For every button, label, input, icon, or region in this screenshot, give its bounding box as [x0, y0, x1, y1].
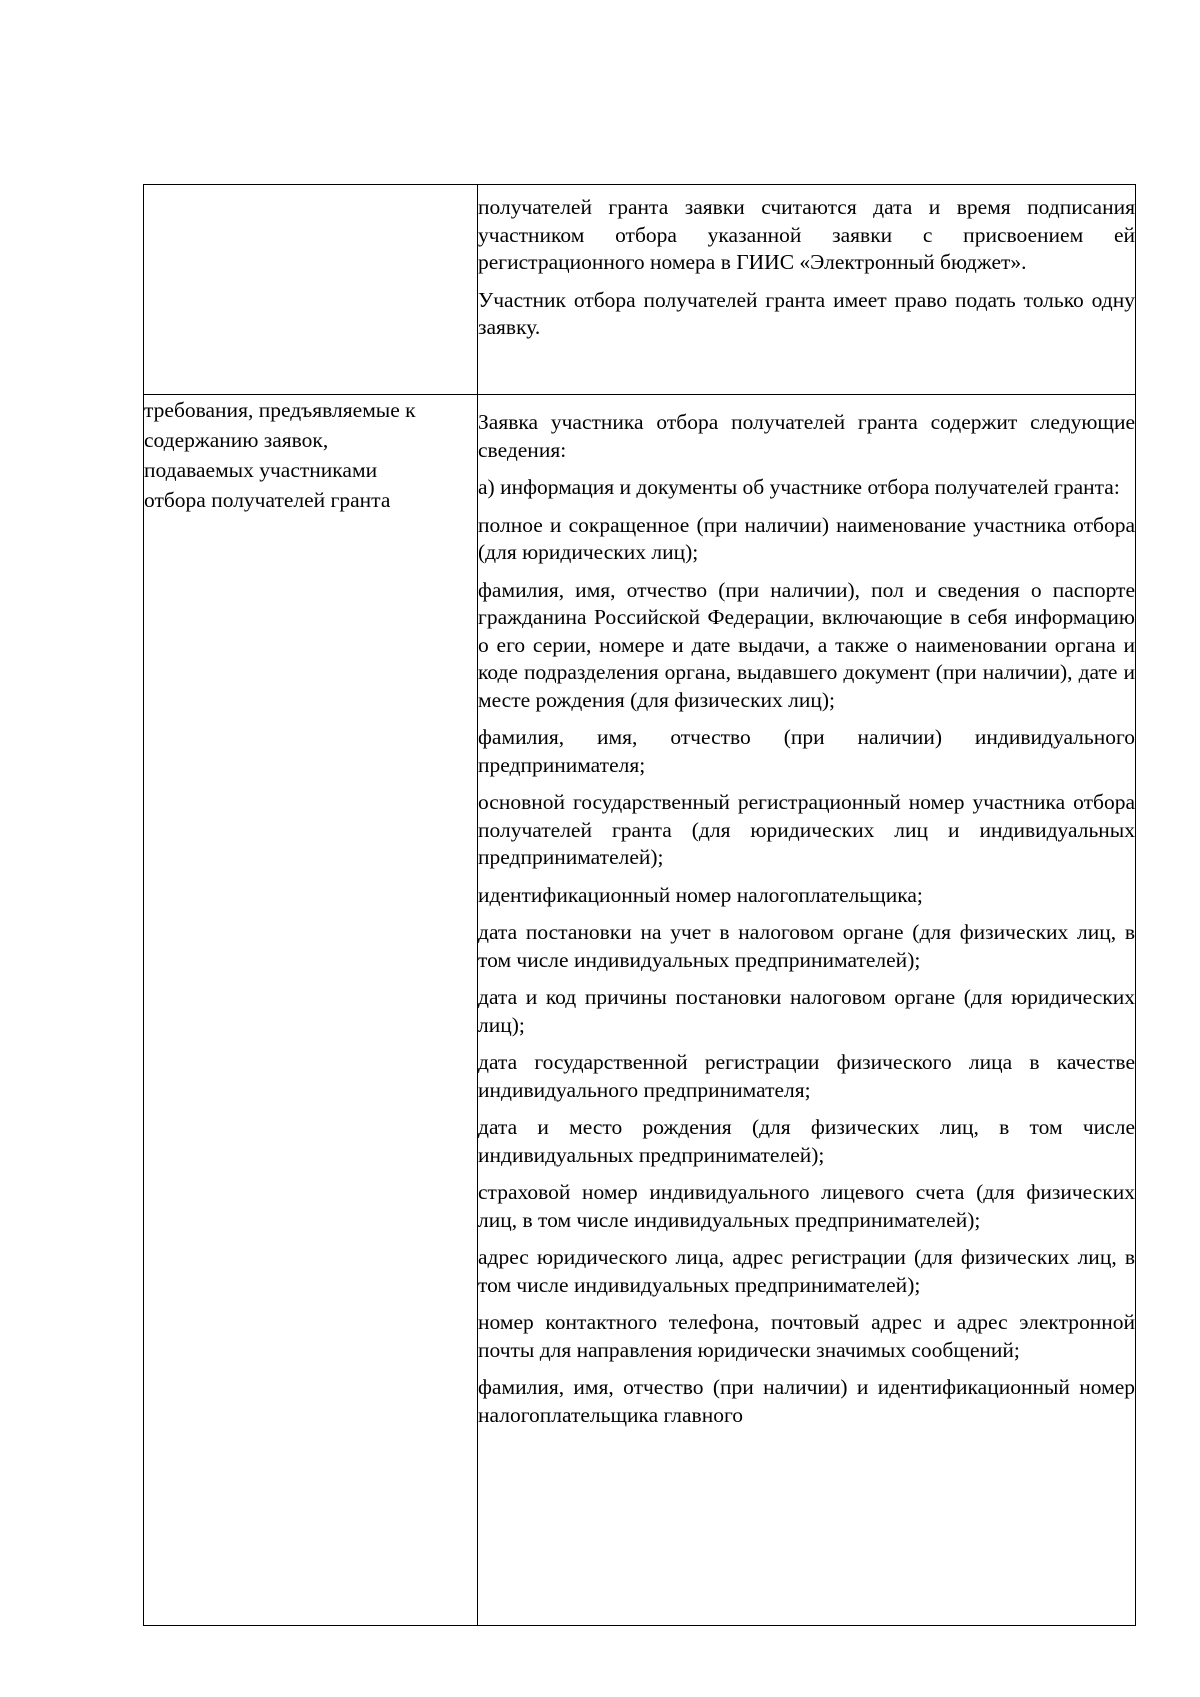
paragraph: страховой номер индивидуального лицевого счета (для физических лиц, в том числе индивидуальных предпринимателей);: [478, 1180, 1135, 1232]
paragraph: дата государственной регистрации физического лица в качестве индивидуального предпринимателя;: [478, 1050, 1135, 1102]
paragraph: дата и код причины постановки налоговом органе (для юридических лиц);: [478, 985, 1135, 1037]
left-cell-line: содержанию заявок,: [144, 428, 329, 452]
paragraph: адрес юридического лица, адрес регистрации (для физических лиц, в том числе индивидуальных предпринимателей);: [478, 1245, 1135, 1297]
paragraph: Заявка участника отбора получателей гранта содержит следующие сведения:: [478, 410, 1135, 462]
paragraph: дата и место рождения (для физических лиц, в том числе индивидуальных предпринимателей);: [478, 1115, 1135, 1167]
left-cell-line: требования, предъявляемые к: [144, 398, 416, 422]
paragraph: Участник отбора получателей гранта имеет право подать только одну заявку.: [478, 287, 1135, 339]
paragraph: основной государственный регистрационный номер участника отбора получателей гранта (для юридических лиц и индивидуальных предпринимателей);: [478, 790, 1135, 869]
table-row: [144, 185, 1136, 395]
requirements-table: [143, 184, 1136, 1626]
table-row: [144, 395, 1136, 1626]
row2-left-cell: [144, 395, 478, 1626]
row2-right-cell: [478, 395, 1136, 1626]
paragraph: номер контактного телефона, почтовый адрес и адрес электронной почты для направления юридически значимых сообщений;: [478, 1310, 1135, 1362]
paragraph: фамилия, имя, отчество (при наличии) индивидуального предпринимателя;: [478, 725, 1135, 777]
paragraph: фамилия, имя, отчество (при наличии), пол и сведения о паспорте гражданина Российской Федерации, включающие в себя информацию о его серии, номере и дате выдачи, а также о наименовании органа и коде подразделения органа, выдавшего документ (при наличии), дате и месте рождения (для физических лиц);: [478, 577, 1135, 712]
row1-right-cell: [478, 185, 1136, 395]
paragraph: дата постановки на учет в налоговом органе (для физических лиц, в том числе индивидуальных предпринимателей);: [478, 920, 1135, 972]
paragraph: получателей гранта заявки считаются дата и время подписания участником отбора указанной заявки с присвоением ей регистрационного номера в ГИИС «Электронный бюджет».: [478, 195, 1135, 274]
left-cell-line: отбора получателей гранта: [144, 488, 391, 512]
paragraph: фамилия, имя, отчество (при наличии) и идентификационный номер налогоплательщика главного: [478, 1375, 1135, 1427]
row1-left-cell: [144, 185, 478, 395]
paragraph: идентификационный номер налогоплательщика;: [478, 882, 923, 907]
left-cell-line: подаваемых участниками: [144, 458, 378, 482]
paragraph: полное и сокращенное (при наличии) наименование участника отбора (для юридических лиц);: [478, 512, 1135, 564]
paragraph: а) информация и документы об участнике отбора получателей гранта:: [478, 475, 1120, 499]
